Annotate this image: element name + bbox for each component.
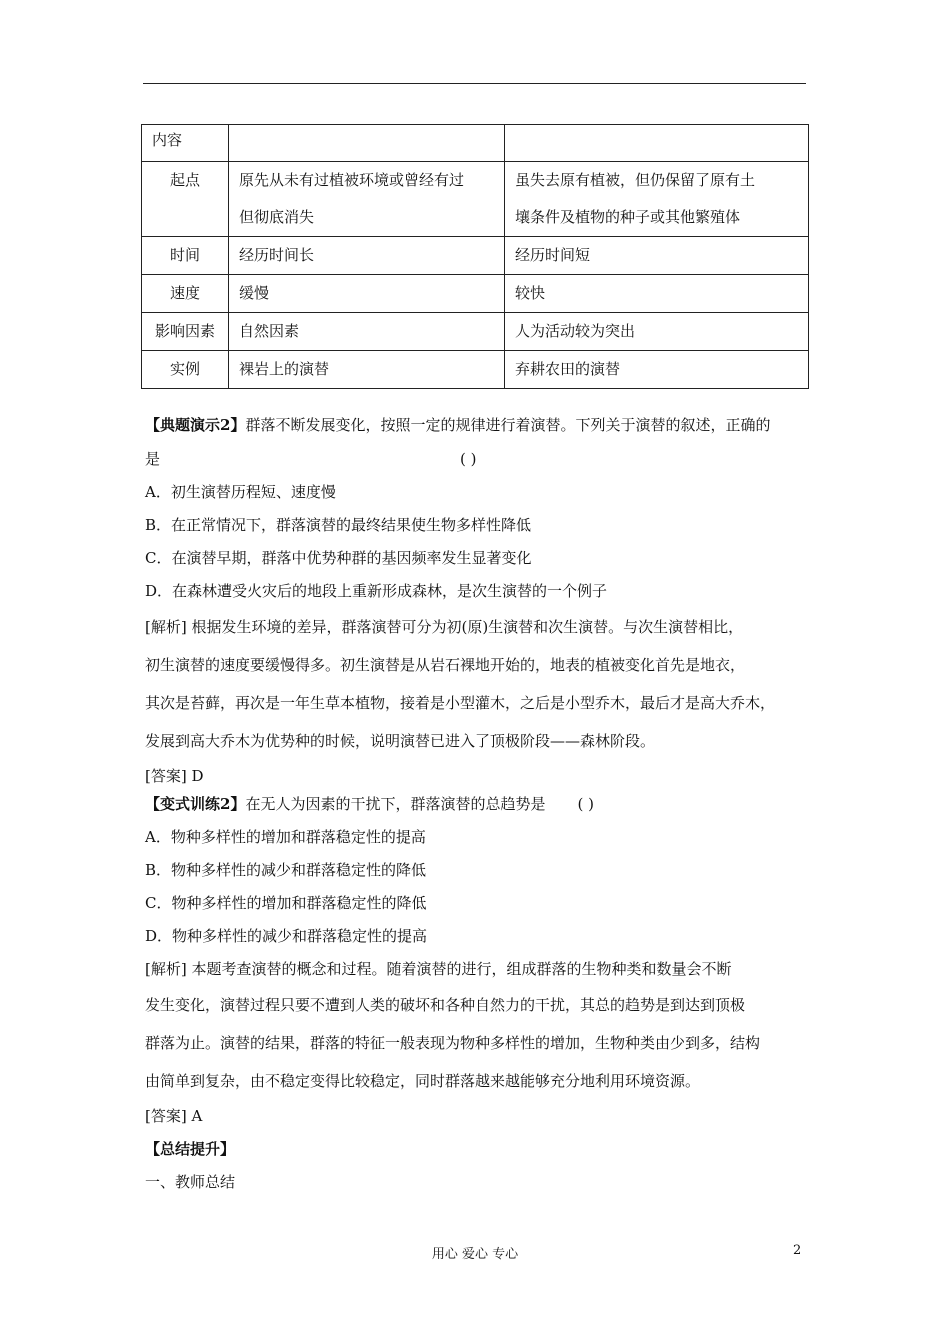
table-cell-primary bbox=[229, 125, 505, 162]
analysis-line: 群落为止。演替的结果，群落的特征一般表现为物种多样性的增加，生物种类由少到多，结构 bbox=[145, 1034, 761, 1052]
answer-blank: ( ) bbox=[577, 795, 594, 813]
table-cell-secondary: 人为活动较为突出 bbox=[505, 313, 809, 351]
option-a: A．初生演替历程短、速度慢 bbox=[145, 483, 336, 501]
analysis-line: 发展到高大乔木为优势种的时候，说明演替已进入了顶极阶段——森林阶段。 bbox=[145, 732, 656, 750]
table-cell-secondary bbox=[505, 125, 809, 162]
table-cell-label: 时间 bbox=[142, 237, 229, 275]
cell-line: 虽失去原有植被，但仍保留了原有土 bbox=[515, 171, 756, 189]
answer-line: [答案] A bbox=[145, 1107, 203, 1125]
table-cell-primary: 经历时间长 bbox=[229, 237, 505, 275]
table-cell-secondary bbox=[505, 162, 809, 237]
option-d: D．在森林遭受火灾后的地段上重新形成森林，是次生演替的一个例子 bbox=[145, 582, 608, 600]
analysis-line: 由简单到复杂，由不稳定变得比较稳定，同时群落越来越能够充分地利用环境资源。 bbox=[145, 1072, 701, 1090]
option-b: B．物种多样性的减少和群落稳定性的降低 bbox=[145, 861, 427, 879]
question-stem-text: 在无人为因素的干扰下，群落演替的总趋势是 bbox=[245, 795, 546, 813]
question-1 bbox=[145, 406, 775, 793]
table-row bbox=[142, 275, 809, 313]
question-stem-text: 是 bbox=[145, 450, 161, 468]
option-b: B．在正常情况下，群落演替的最终结果使生物多样性降低 bbox=[145, 516, 532, 534]
question-title: 【变式训练2】 bbox=[145, 795, 246, 813]
table-row bbox=[142, 162, 809, 237]
table-cell-label: 影响因素 bbox=[142, 313, 229, 351]
analysis-line: [解析] 本题考查演替的概念和过程。随着演替的进行，组成群落的生物种类和数量会不断 bbox=[145, 960, 732, 978]
option-c: C．在演替早期，群落中优势种群的基因频率发生显著变化 bbox=[145, 549, 532, 567]
table-cell-label: 内容 bbox=[142, 125, 229, 162]
option-c: C．物种多样性的增加和群落稳定性的降低 bbox=[145, 894, 427, 912]
question-title: 【典题演示2】 bbox=[145, 416, 246, 434]
page-number: 2 bbox=[793, 1243, 802, 1258]
footer-motto: 用心 爱心 专心 bbox=[431, 1247, 519, 1262]
analysis-line: [解析] 根据发生环境的差异，群落演替可分为初(原)生演替和次生演替。与次生演替相比， bbox=[145, 618, 744, 636]
table-cell-primary: 自然因素 bbox=[229, 313, 505, 351]
question-stem bbox=[145, 788, 760, 821]
analysis-line: 其次是苔藓，再次是一年生草本植物，接着是小型灌木，之后是小型乔木，最后才是高大乔木， bbox=[145, 694, 776, 712]
succession-comparison-table bbox=[141, 124, 809, 389]
analysis-line: 初生演替的速度要缓慢得多。初生演替是从岩石裸地开始的，地表的植被变化首先是地衣， bbox=[145, 656, 746, 674]
question-2 bbox=[145, 788, 760, 1199]
option-d: D．物种多样性的减少和群落稳定性的提高 bbox=[145, 927, 428, 945]
summary-item: 一、教师总结 bbox=[145, 1173, 236, 1191]
table-row bbox=[142, 351, 809, 389]
header-rule bbox=[143, 83, 806, 84]
table-cell-secondary: 弃耕农田的演替 bbox=[505, 351, 809, 389]
cell-line: 原先从未有过植被环境或曾经有过 bbox=[239, 171, 465, 189]
question-stem-cont bbox=[145, 443, 775, 476]
table-cell-primary: 缓慢 bbox=[229, 275, 505, 313]
answer-line: [答案] D bbox=[145, 767, 204, 785]
table-cell-secondary: 较快 bbox=[505, 275, 809, 313]
summary-heading: 【总结提升】 bbox=[145, 1140, 236, 1158]
table-cell-primary bbox=[229, 162, 505, 237]
table-cell-primary: 裸岩上的演替 bbox=[229, 351, 505, 389]
cell-line: 但彻底消失 bbox=[239, 208, 315, 226]
cell-line: 壤条件及植物的种子或其他繁殖体 bbox=[515, 208, 741, 226]
table-cell-label: 实例 bbox=[142, 351, 229, 389]
question-stem-text: 群落不断发展变化，按照一定的规律进行着演替。下列关于演替的叙述，正确的 bbox=[245, 416, 771, 434]
table-row bbox=[142, 313, 809, 351]
table-cell-label: 速度 bbox=[142, 275, 229, 313]
answer-blank: ( ) bbox=[460, 450, 477, 468]
table-cell-label: 起点 bbox=[142, 162, 229, 237]
option-a: A．物种多样性的增加和群落稳定性的提高 bbox=[145, 828, 426, 846]
analysis-line: 发生变化，演替过程只要不遭到人类的破坏和各种自然力的干扰，其总的趋势是到达到顶极 bbox=[145, 996, 746, 1014]
question-stem bbox=[145, 406, 775, 443]
table-row bbox=[142, 237, 809, 275]
table-row bbox=[142, 125, 809, 162]
table-cell-secondary: 经历时间短 bbox=[505, 237, 809, 275]
